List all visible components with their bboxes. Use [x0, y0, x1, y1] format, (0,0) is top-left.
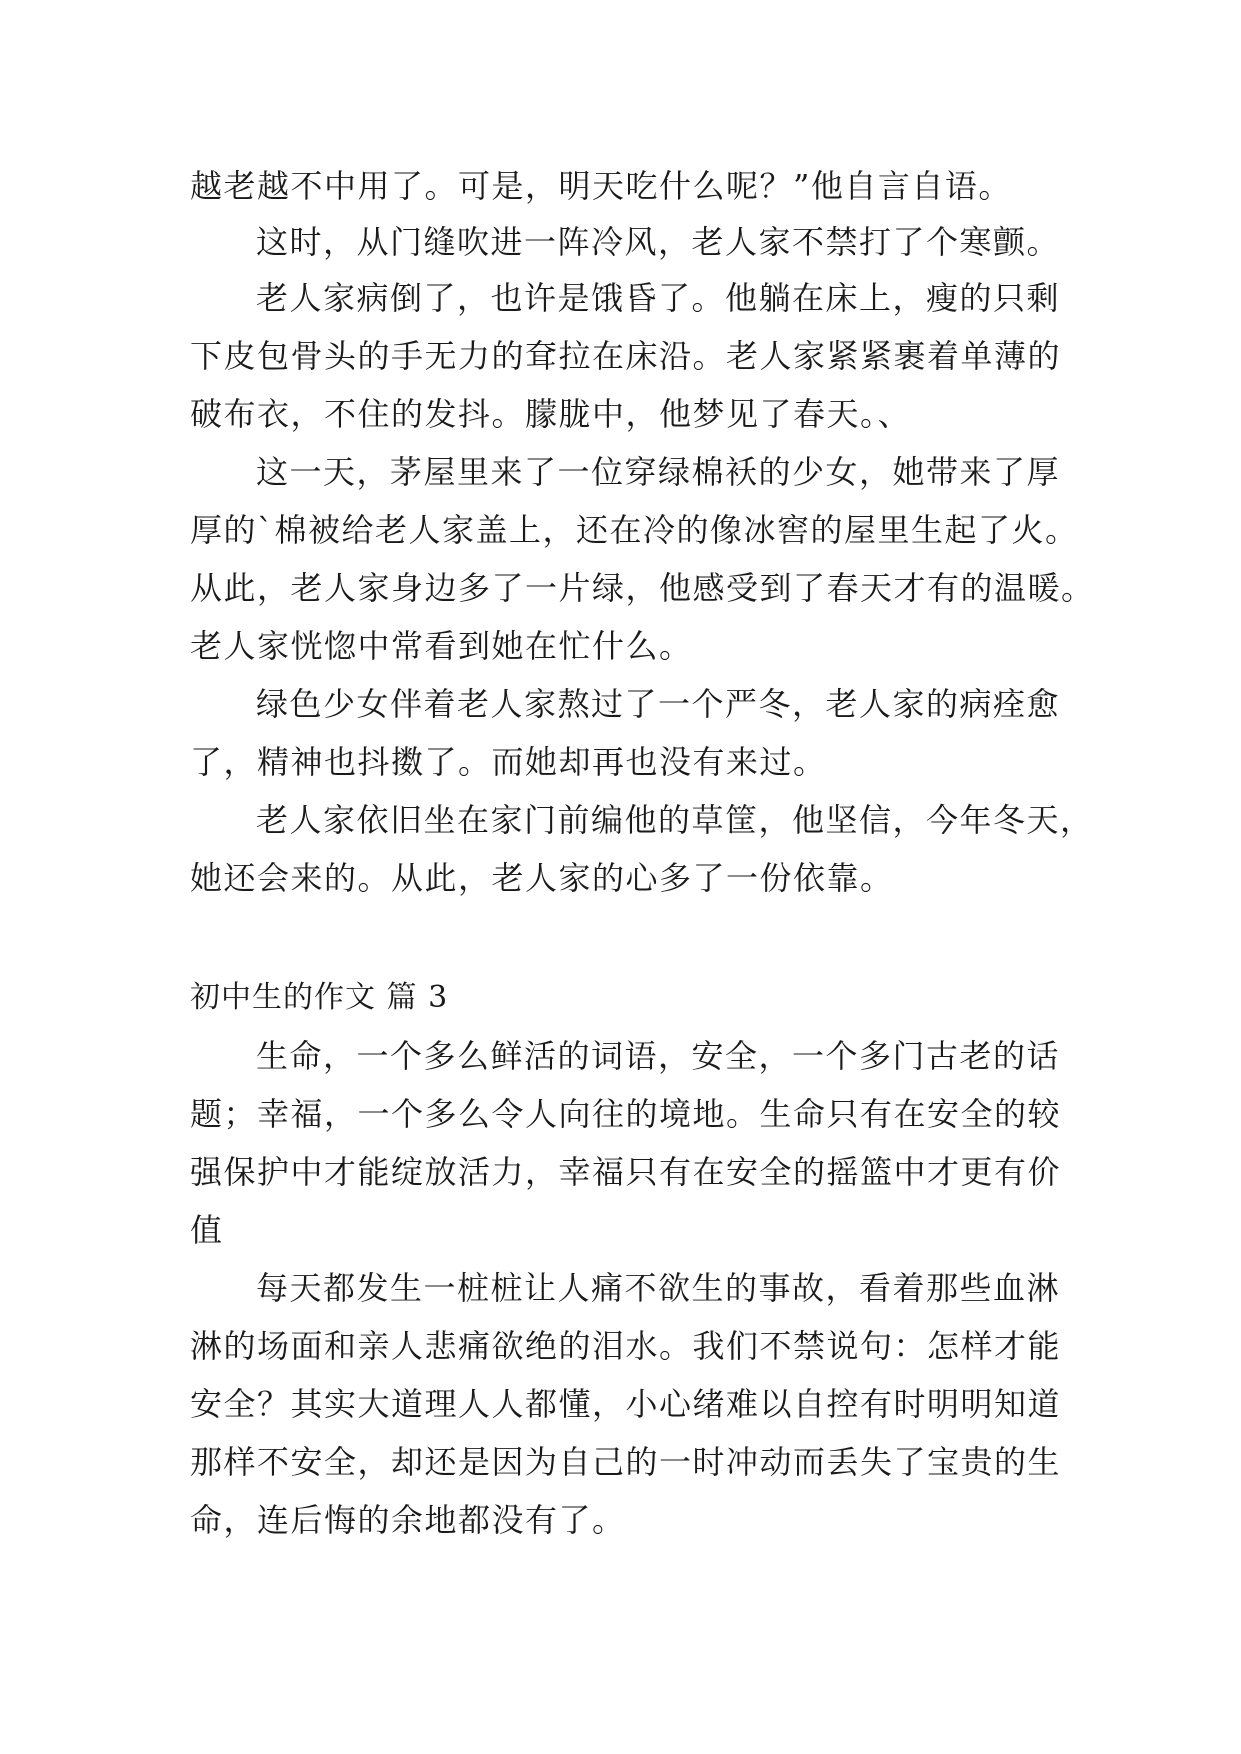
text-line: 安全？其实大道理人人都懂，小心绪难以自控有时明明知道: [190, 1385, 1062, 1423]
section-heading: 初中生的作文 篇 3: [190, 980, 449, 1015]
text-line: 老人家病倒了，也许是饿昏了。他躺在床上，瘦的只剩: [256, 279, 1061, 317]
text-line: 这一天，茅屋里来了一位穿绿棉袄的少女，她带来了厚: [256, 453, 1061, 491]
text-line: 这时，从门缝吹进一阵冷风，老人家不禁打了个寒颤。: [256, 223, 1061, 261]
text-line: 下皮包骨头的手无力的耷拉在床沿。老人家紧紧裹着单薄的: [190, 337, 1062, 375]
text-line: 淋的场面和亲人悲痛欲绝的泪水。我们不禁说句：怎样才能: [190, 1327, 1062, 1365]
text-line: 老人家恍惚中常看到她在忙什么。: [190, 627, 693, 665]
text-line: 越老越不中用了。可是，明天吃什么呢？”他自言自语。: [190, 167, 1012, 205]
text-line: 那样不安全，却还是因为自己的一时冲动而丢失了宝贵的生: [190, 1443, 1062, 1481]
text-line: 命，连后悔的余地都没有了。: [190, 1501, 626, 1539]
text-line: 每天都发生一桩桩让人痛不欲生的事故，看着那些血淋: [256, 1269, 1061, 1307]
text-line: 了，精神也抖擞了。而她却再也没有来过。: [190, 743, 827, 781]
text-line: 破布衣，不住的发抖。朦胧中，他梦见了春天。、: [190, 395, 912, 433]
text-line: 生命，一个多么鲜活的词语，安全，一个多门古老的话: [256, 1037, 1061, 1075]
text-line: 厚的`棉被给老人家盖上，还在冷的像冰窖的屋里生起了火。: [190, 511, 1079, 549]
text-line: 强保护中才能绽放活力，幸福只有在安全的摇篮中才更有价: [190, 1153, 1062, 1191]
text-line: 她还会来的。从此，老人家的心多了一份依靠。: [190, 859, 894, 897]
text-line: 值: [190, 1211, 224, 1249]
text-line: 老人家依旧坐在家门前编他的草筐，他坚信，今年冬天，: [256, 801, 1094, 839]
text-line: 绿色少女伴着老人家熬过了一个严冬，老人家的病痊愈: [256, 685, 1061, 723]
text-line: 从此，老人家身边多了一片绿，他感受到了春天才有的温暖。: [190, 569, 1095, 607]
text-line: 题；幸福，一个多么令人向往的境地。生命只有在安全的较: [190, 1095, 1062, 1133]
